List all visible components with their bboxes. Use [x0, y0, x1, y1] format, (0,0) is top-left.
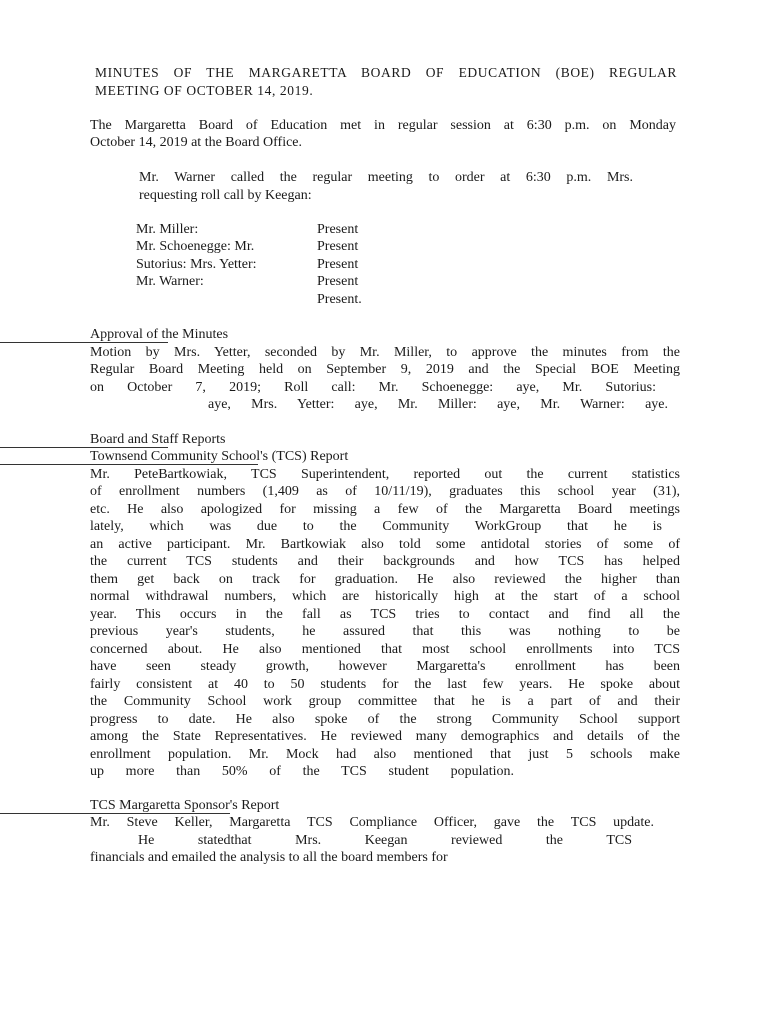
intro-line-1: The Margaretta Board of Education met in regular session at 6:30 p.m. on Monday: [90, 118, 676, 133]
paragraph-line: normal withdrawal numbers, which are historically high at the start of a school: [90, 589, 680, 604]
paragraph-line: an active participant. Mr. Bartkowiak also told some antidotal stories of some of: [90, 537, 680, 552]
section-divider: [0, 342, 168, 343]
roll-call-name: Mr. Schoenegge: Mr.: [136, 239, 255, 254]
approval-line: aye, Mrs. Yetter: aye, Mr. Miller: aye, Mr. Warner: aye.: [208, 397, 668, 412]
paragraph-line: of enrollment numbers (1,409 as of 10/11/19), graduates this school year (31),: [90, 484, 680, 499]
roll-call-name: Mr. Warner:: [136, 274, 204, 289]
sponsor-line: He statedthat Mrs. Keegan reviewed the TCS: [138, 833, 632, 848]
paragraph-line: the current TCS students and their backgrounds and how TCS has helped: [90, 554, 680, 569]
document-title-line-2: MEETING OF OCTOBER 14, 2019.: [95, 83, 314, 98]
call-to-order-line-2: requesting roll call by Keegan:: [139, 188, 312, 203]
approval-line: on October 7, 2019; Roll call: Mr. Schoenegge: aye, Mr. Sutorius:: [90, 380, 656, 395]
paragraph-line: progress to date. He also spoke of the strong Community School support: [90, 712, 680, 727]
paragraph-line: them get back on track for graduation. He also reviewed the higher than: [90, 572, 680, 587]
paragraph-line: etc. He also apologized for missing a few of the Margaretta Board meetings: [90, 502, 680, 517]
approval-line: Motion by Mrs. Yetter, seconded by Mr. Miller, to approve the minutes from the: [90, 345, 680, 360]
paragraph-line: fairly consistent at 40 to 50 students for the last few years. He spoke about: [90, 677, 680, 692]
paragraph-line: enrollment population. Mr. Mock had also mentioned that just 5 schools make: [90, 747, 680, 762]
sponsor-line: Mr. Steve Keller, Margaretta TCS Compliance Officer, gave the TCS update.: [90, 815, 654, 830]
roll-call-status: Present: [317, 239, 359, 254]
paragraph-line: Mr. PeteBartkowiak, TCS Superintendent, reported out the current statistics: [90, 467, 680, 482]
roll-call-status: Present: [317, 222, 359, 237]
section-divider: [0, 464, 258, 465]
paragraph-line: among the State Representatives. He reviewed many demographics and details of the: [90, 729, 680, 744]
section-heading-sponsor: TCS Margaretta Sponsor's Report: [90, 798, 280, 813]
roll-call-name: Sutorius: Mrs. Yetter:: [136, 257, 257, 272]
section-heading-reports: Board and Staff Reports: [90, 432, 226, 447]
roll-call-name: Mr. Miller:: [136, 222, 199, 237]
sponsor-line: financials and emailed the analysis to all the board members for: [90, 850, 448, 865]
paragraph-line: previous year's students, he assured that this was nothing to be: [90, 624, 680, 639]
call-to-order-line-1: Mr. Warner called the regular meeting to order at 6:30 p.m. Mrs.: [139, 170, 633, 185]
subheading-tcs-report: Townsend Community School's (TCS) Report: [90, 449, 349, 464]
paragraph-line: lately, which was due to the Community WorkGroup that he is: [90, 519, 662, 534]
approval-line: Regular Board Meeting held on September 9, 2019 and the Special BOE Meeting: [90, 362, 680, 377]
paragraph-line: concerned about. He also mentioned that most school enrollments into TCS: [90, 642, 680, 657]
paragraph-line: have seen steady growth, however Margaretta's enrollment has been: [90, 659, 680, 674]
paragraph-line: the Community School work group committee that he is a part of and their: [90, 694, 680, 709]
intro-line-2: October 14, 2019 at the Board Office.: [90, 135, 303, 150]
document-title-line-1: MINUTES OF THE MARGARETTA BOARD OF EDUCATION (BOE) REGULAR: [95, 65, 677, 80]
paragraph-line: year. This occurs in the fall as TCS tries to contact and find all the: [90, 607, 680, 622]
roll-call-status: Present: [317, 257, 359, 272]
roll-call-status: Present: [317, 274, 359, 289]
section-heading-approval: Approval of the Minutes: [90, 327, 229, 342]
paragraph-line: up more than 50% of the TCS student population.: [90, 764, 514, 779]
roll-call-status: Present.: [317, 292, 362, 307]
